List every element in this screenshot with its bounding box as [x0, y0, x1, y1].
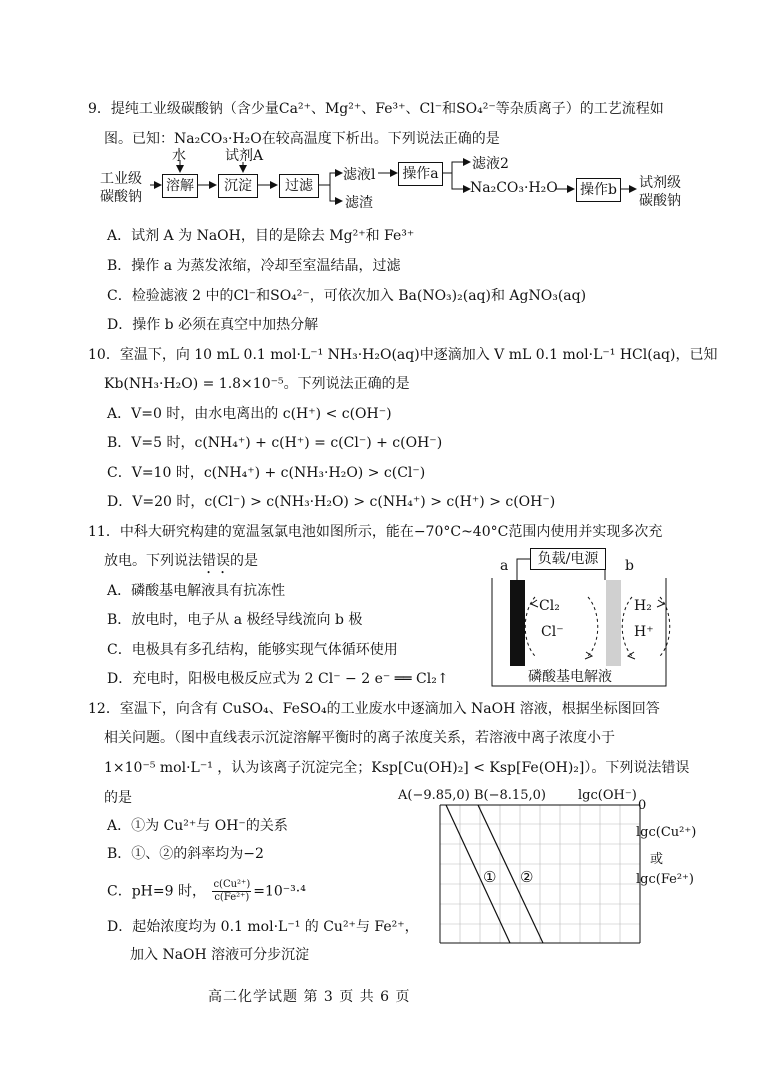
graph-ylabel-1: lgc(Cu²⁺): [636, 825, 697, 840]
cell-right-bottom: H⁺: [634, 624, 654, 640]
flow-dissolve-box: 溶解: [162, 174, 198, 198]
flow-crystal: Na₂CO₃·H₂O: [470, 180, 558, 196]
flow-op-b-box: 操作b: [576, 178, 621, 202]
q11-option-d: D．充电时，阳极电极反应式为 2 Cl⁻ − 2 e⁻ ══ Cl₂↑: [107, 671, 449, 687]
q12-stem-line3: 1×10⁻⁵ mol·L⁻¹ ，认为该离子沉淀完全；Ksp[Cu(OH)₂] < Ksp[Fe(OH)₂]）。下列说法错误: [104, 760, 690, 776]
q12-option-a: A．①为 Cu²⁺与 OH⁻的关系: [107, 818, 288, 834]
graph-line1-label: ①: [483, 868, 497, 886]
q9-stem-line2: 图。已知：Na₂CO₃·H₂O在较高温度下析出。下列说法正确的是: [104, 131, 500, 147]
q11-option-a: A．磷酸基电解液具有抗冻性: [107, 583, 286, 599]
flow-water: 水: [172, 148, 186, 164]
q10-option-b: B．V=5 时，c(NH₄⁺) + c(H⁺) = c(Cl⁻) + c(OH⁻): [107, 435, 443, 451]
q9-option-b: B．操作 a 为蒸发浓缩，冷却至室温结晶，过滤: [107, 258, 401, 274]
q12-stem-line4: 的是: [104, 790, 132, 806]
cell-electrolyte: 磷酸基电解液: [528, 669, 612, 685]
q11-stem-part3: 的是: [230, 553, 258, 569]
graph-ylabel-or: 或: [650, 852, 664, 867]
cell-label-b: b: [625, 558, 634, 574]
flow-output-line2: 碳酸钠: [639, 193, 681, 209]
graph-ylabel-2: lgc(Fe²⁺): [636, 872, 694, 887]
q12-option-c-text: C．pH=9 时，: [107, 883, 206, 900]
q12-option-d-cont: 加入 NaOH 溶液可分步沉淀: [130, 947, 310, 963]
q11-option-c: C．电极具有多孔结构，能够实现气体循环使用: [107, 642, 398, 658]
graph-origin: 0: [638, 798, 647, 813]
flow-precip-box: 沉淀: [218, 174, 258, 198]
cell-left-bottom: Cl⁻: [541, 624, 564, 640]
q9-option-c: C．检验滤液 2 中的Cl⁻和SO₄²⁻，可依次加入 Ba(NO₃)₂(aq)和 AgNO₃(aq): [107, 288, 587, 304]
graph-point-b: B(−8.15,0): [474, 788, 546, 803]
q12-option-d: D．起始浓度均为 0.1 mol·L⁻¹ 的 Cu²⁺与 Fe²⁺，: [107, 919, 419, 935]
cell-left-top: Cl₂: [539, 598, 560, 614]
flow-filtrate1: 滤液l: [343, 167, 376, 183]
q9-option-d: D．操作 b 必须在真空中加热分解: [107, 317, 319, 333]
q10-option-c: C．V=10 时，c(NH₄⁺) + c(NH₃·H₂O) > c(Cl⁻): [107, 465, 426, 481]
flow-reagent: 试剂A: [225, 148, 264, 164]
cell-load-label: 负载/电源: [530, 548, 606, 570]
q12-stem-line2: 相关问题。（图中直线表示沉淀溶解平衡时的离子浓度关系，若溶液中离子浓度小于: [104, 730, 615, 746]
q11-stem-emphasis: 错误: [202, 553, 230, 569]
flow-op-a-box: 操作a: [398, 162, 443, 186]
q10-stem-line1: 10．室温下，向 10 mL 0.1 mol·L⁻¹ NH₃·H₂O(aq)中逐滴加入 V mL 0.1 mol·L⁻¹ HCl(aq)，已知: [88, 347, 718, 363]
fraction-numerator: c(Cu²⁺): [213, 879, 251, 890]
flow-output-line1: 试剂级: [639, 175, 681, 191]
graph-xlabel: lgc(OH⁻): [578, 788, 637, 803]
q11-stem-line1: 11．中科大研究构建的宽温氢氯电池如图所示，能在−70°C~40°C范围内使用并实现多次充: [88, 524, 663, 540]
q10-option-a: A．V=0 时，由水电离出的 c(H⁺) < c(OH⁻): [107, 406, 392, 422]
q11-stem-part1: 放电。下列说法: [104, 553, 202, 569]
q10-stem-line2: Kb(NH₃·H₂O) = 1.8×10⁻⁵。下列说法正确的是: [104, 376, 410, 392]
flow-filter-box: 过滤: [279, 174, 319, 198]
q12-stem-line1: 12．室温下，向含有 CuSO₄、FeSO₄的工业废水中逐滴加入 NaOH 溶液，根据坐标图回答: [88, 701, 660, 717]
q11-option-b: B．放电时，电子从 a 极经导线流向 b 极: [107, 612, 363, 628]
page-footer: 高二化学试题 第 3 页 共 6 页: [208, 989, 411, 1005]
flow-input-line2: 碳酸钠: [100, 189, 142, 205]
flow-filtrate2: 滤液2: [472, 156, 509, 172]
q9-option-a: A．试剂 A 为 NaOH，目的是除去 Mg²⁺和 Fe³⁺: [107, 228, 415, 244]
cell-right-top: H₂: [634, 598, 652, 614]
fraction-denominator: c(Fe²⁺): [214, 892, 250, 903]
flow-residue: 滤渣: [345, 195, 373, 211]
q12-option-b: B．①、②的斜率均为−2: [107, 846, 264, 862]
graph-point-a: A(−9.85,0): [398, 788, 470, 803]
line-1: [446, 805, 510, 943]
q12-option-c-value: =10⁻³·⁴: [253, 883, 306, 900]
graph-line2-label: ②: [520, 868, 534, 886]
q9-stem-line1: 9．提纯工业级碳酸钠（含少量Ca²⁺、Mg²⁺、Fe³⁺、Cl⁻和SO₄²⁻等杂质离子）的工艺流程如: [88, 101, 664, 117]
cell-label-a: a: [500, 558, 509, 574]
q10-option-d: D．V=20 时，c(Cl⁻) > c(NH₃·H₂O) > c(NH₄⁺) > c(H⁺) > c(OH⁻): [107, 494, 556, 510]
flow-input-line1: 工业级: [100, 171, 142, 187]
graph-grid: [440, 805, 640, 943]
